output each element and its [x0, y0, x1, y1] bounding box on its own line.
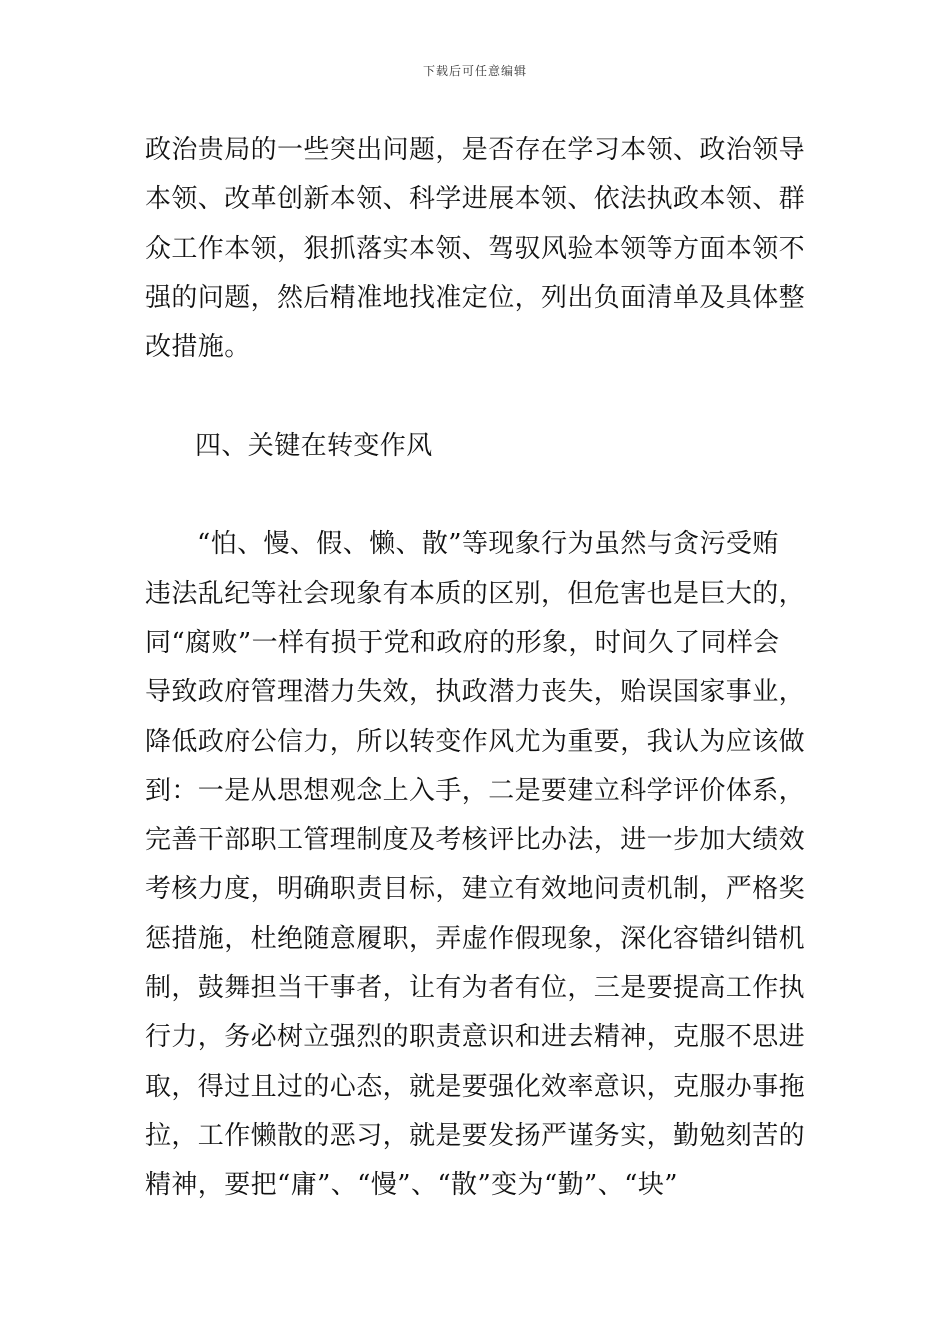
text-line: 众工作本领，狠抓落实本领、驾驭风验本领等方面本领不 [145, 233, 806, 264]
text-line: 完善干部职工管理制度及考核评比办法，进一步加大绩效 [145, 825, 806, 856]
paragraph-gap [145, 372, 811, 421]
text-line: 本领、改革创新本领、科学进展本领、依法执政本领、群 [145, 184, 806, 215]
paragraph-gap [145, 471, 811, 520]
text-line: 拉，工作懒散的恶习，就是要发扬严谨务实，勤勉刻苦的 [145, 1120, 806, 1151]
text-line: 强的问题，然后精准地找准定位，列出负面清单及具体整 [145, 282, 806, 313]
text-line: 考核力度，明确职责目标，建立有效地问责机制，严格奖 [145, 874, 806, 905]
text-line: 精神，要把“庸”、“慢”、“散”变为“勤”、“块” [145, 1170, 678, 1201]
text-line: “怕、慢、假、懒、散”等现象行为虽然与贪污受贿 [197, 529, 779, 560]
text-line: 惩措施，杜绝随意履职，弄虚作假现象，深化容错纠错机 [145, 923, 806, 954]
text-line: 违法乱纪等社会现象有本质的区别，但危害也是巨大的， [145, 578, 806, 609]
text-line: 制，鼓舞担当干事者，让有为者有位，三是要提高工作执 [145, 973, 806, 1004]
text-line: 取，得过且过的心态，就是要强化效率意识，克服办事拖 [145, 1071, 806, 1102]
text-line: 改措施。 [145, 332, 251, 363]
text-line: 同“腐败”一样有损于党和政府的形象，时间久了同样会 [145, 627, 780, 658]
text-line: 到：一是从思想观念上入手，二是要建立科学评价体系， [145, 775, 806, 806]
text-line: 行力，务必树立强烈的职责意识和进去精神，克服不思进 [145, 1022, 806, 1053]
page-header: 下载后可任意编辑 [422, 64, 527, 78]
document-body [145, 126, 811, 1211]
text-line: 导致政府管理潜力失效，执政潜力丧失，贻误国家事业， [145, 677, 806, 708]
section-heading: 四、关键在转变作风 [195, 430, 433, 461]
text-line: 降低政府公信力，所以转变作风尤为重要，我认为应该做 [145, 726, 806, 757]
text-line: 政治贵局的一些突出问题，是否存在学习本领、政治领导 [145, 135, 806, 165]
